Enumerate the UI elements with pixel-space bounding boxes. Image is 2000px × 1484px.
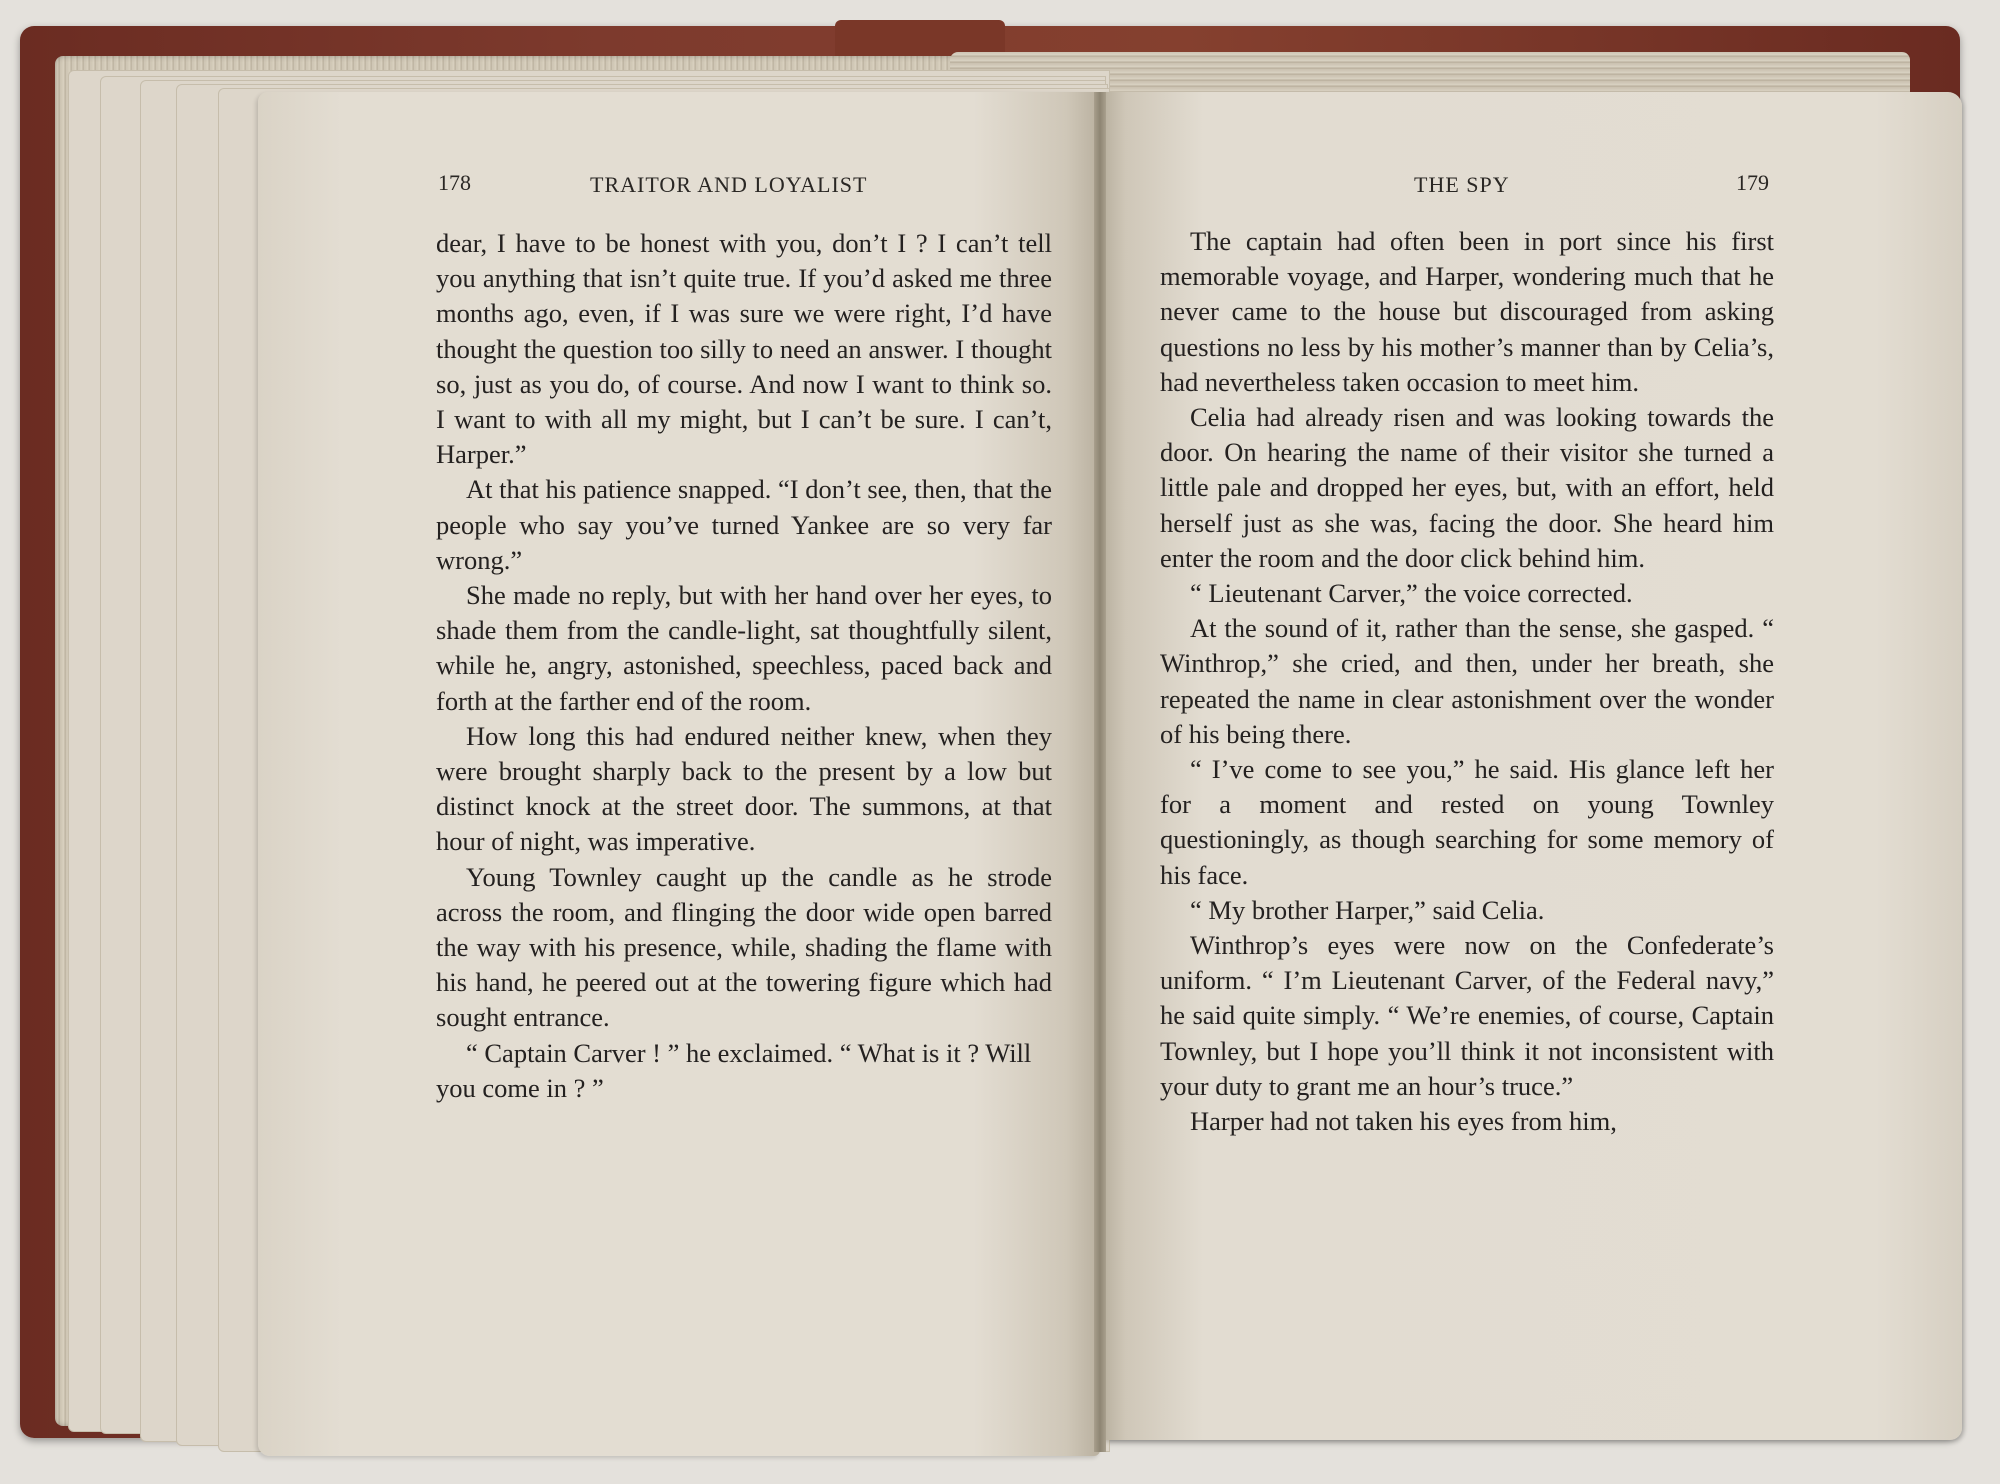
left-page-number: 178: [438, 170, 471, 195]
right-running-head: THE SPY: [1414, 172, 1510, 197]
paragraph: “ I’ve come to see you,” he said. His glance left her for a moment and rested on young Townley questioningly, as though searching for some memory of his face.: [1160, 754, 1774, 890]
paragraph: The captain had often been in port since his first memorable voyage, and Harper, wondering much that he never came to the house but discouraged from asking questions no less by his mother’s manner than by Celia’s, had nevertheless taken occasion to meet him.: [1160, 226, 1774, 397]
left-page-text: [436, 226, 1052, 1106]
paragraph: She made no reply, but with her hand over her eyes, to shade them from the candle-light, sat thoughtfully silent, while he, angry, astonished, speechless, paced back and forth at the farther end of the room.: [436, 580, 1052, 716]
paragraph: dear, I have to be honest with you, don’t I ? I can’t tell you anything that isn’t quite true. If you’d asked me three months ago, even, if I was sure we were right, I’d have thought the question too silly to need an answer. I thought so, just as you do, of course. And now I want to think so. I want to with all my might, but I can’t be sure. I can’t, Harper.”: [436, 228, 1052, 470]
right-page-text: [1160, 224, 1774, 1139]
paragraph: “ Lieutenant Carver,” the voice corrected.: [1190, 578, 1633, 609]
right-page-number: 179: [1736, 170, 1769, 195]
paragraph: Harper had not taken his eyes from him,: [1190, 1106, 1617, 1137]
paragraph: Young Townley caught up the candle as he strode across the room, and flinging the door wide open barred the way with his presence, while, shading the flame with his hand, he peered out at the towering figure which had sought entrance.: [436, 861, 1052, 1033]
paragraph: Winthrop’s eyes were now on the Confederate’s uniform. “ I’m Lieutenant Carver, of the Federal navy,” he said quite simply. “ We’re enemies, of course, Captain Townley, but I hope you’ll think it not inconsistent with your duty to grant me an hour’s truce.”: [1160, 930, 1774, 1101]
paragraph: At the sound of it, rather than the sense, she gasped. “ Winthrop,” she cried, and then, under her breath, she repeated the name in clear astonishment over the wonder of his being there.: [1160, 613, 1774, 749]
paragraph: “ My brother Harper,” said Celia.: [1190, 894, 1545, 925]
book-gutter: [1094, 92, 1106, 1452]
paragraph: How long this had endured neither knew, when they were brought sharply back to the present by a low but distinct knock at the street door. The summons, at that hour of night, was imperative.: [436, 720, 1052, 857]
left-running-head: TRAITOR AND LOYALIST: [590, 172, 868, 197]
paragraph: At that his patience snapped. “I don’t see, then, that the people who say you’ve turned Yankee are so very far wrong.”: [436, 474, 1053, 575]
paragraph: Celia had already risen and was looking towards the door. On hearing the name of their visitor she turned a little pale and dropped her eyes, but, with an effort, held herself just as she was, facing the door. She heard him enter the room and the door click behind him.: [1160, 402, 1774, 573]
paragraph: “ Captain Carver ! ” he exclaimed. “ What is it ? Will you come in ? ”: [436, 1037, 1032, 1103]
